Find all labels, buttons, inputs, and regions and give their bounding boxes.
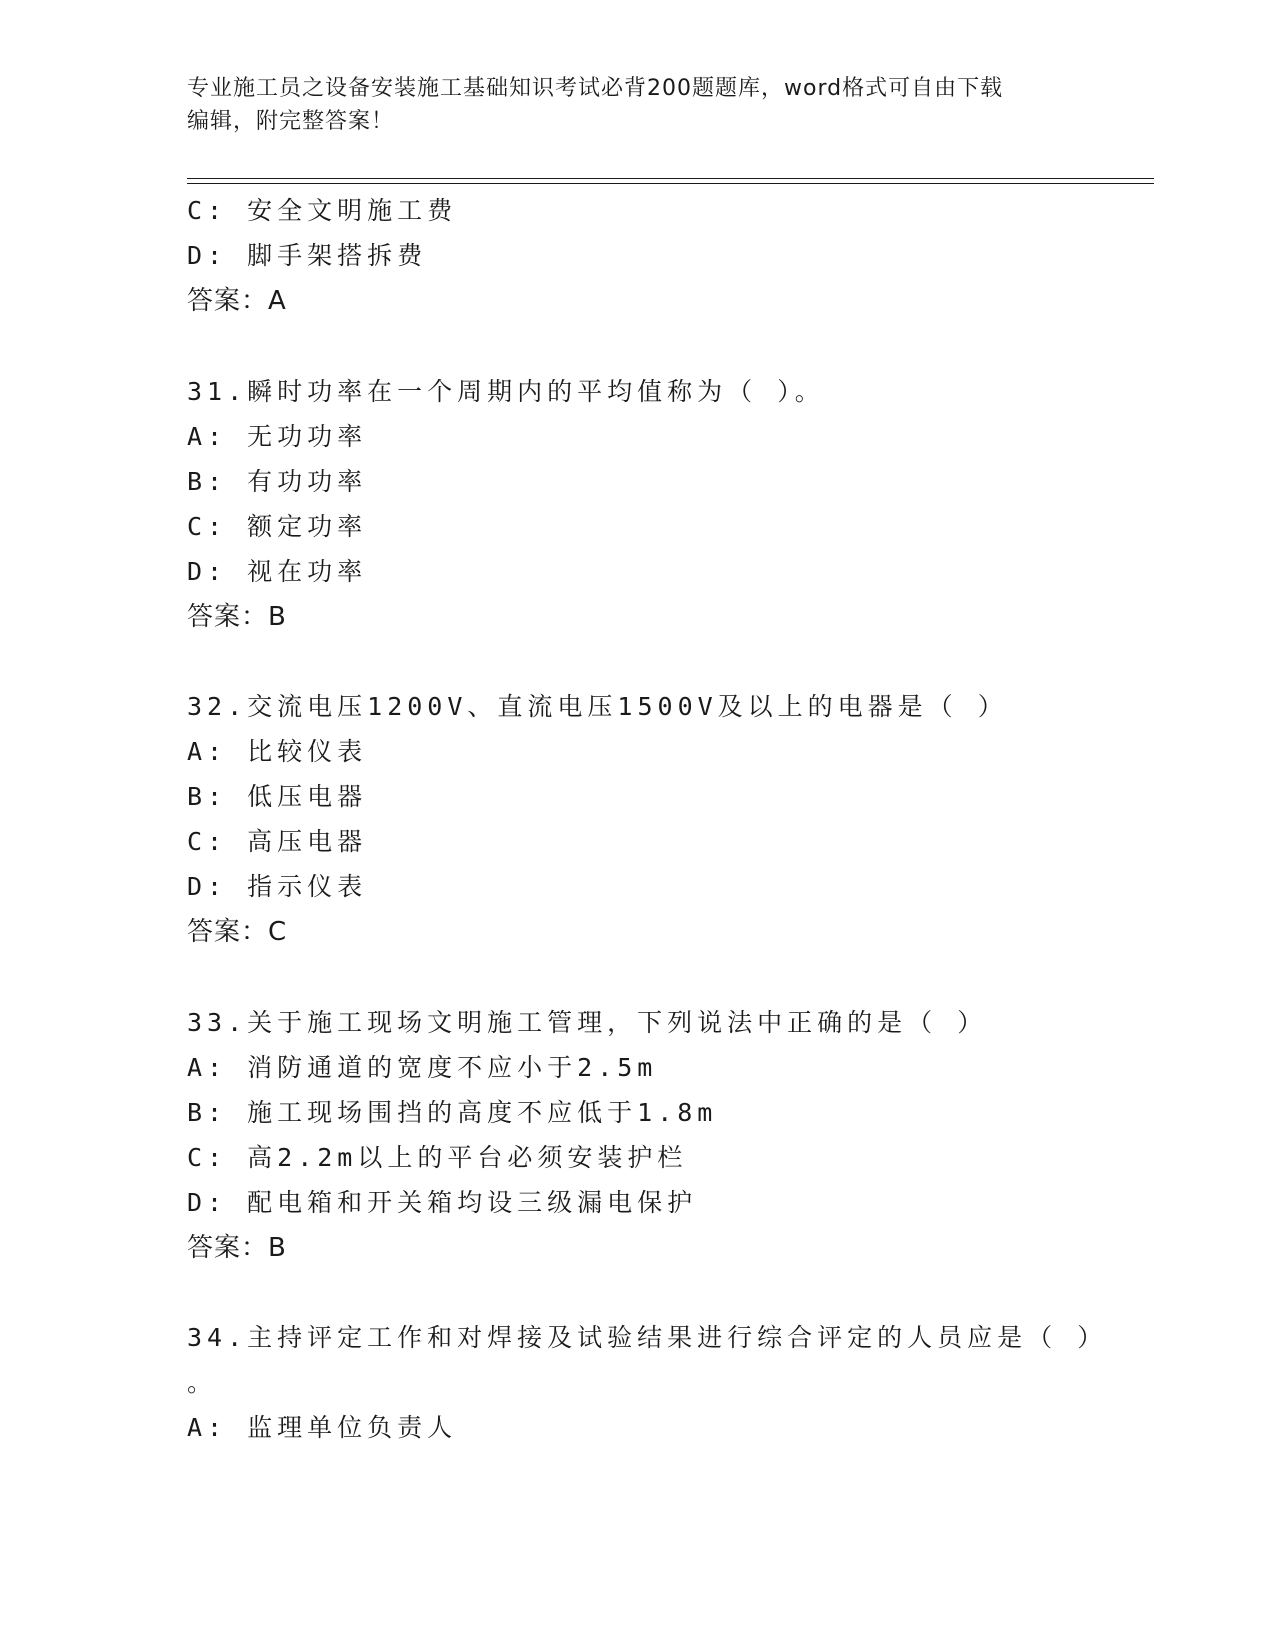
q33-option-d: D: 配电箱和开关箱均设三级漏电保护 bbox=[187, 1188, 698, 1217]
q31-answer: 答案：B bbox=[187, 602, 287, 632]
q31-option-c: C: 额定功率 bbox=[187, 512, 368, 541]
header-line-2: 编辑，附完整答案！ bbox=[187, 109, 395, 134]
q34-question-continuation: 。 bbox=[187, 1368, 218, 1397]
q32-option-a: A: 比较仪表 bbox=[187, 737, 368, 766]
q30-option-c: C: 安全文明施工费 bbox=[187, 196, 458, 225]
q32-answer: 答案：C bbox=[187, 917, 288, 947]
q32-option-d: D: 指示仪表 bbox=[187, 872, 368, 901]
header-line-1: 专业施工员之设备安装施工基础知识考试必背200题题库，word格式可自由下载 bbox=[187, 76, 1004, 101]
q31-option-a: A: 无功功率 bbox=[187, 422, 368, 451]
q32-question: 32.交流电压1200V、直流电压1500V及以上的电器是（ ） bbox=[187, 692, 1008, 721]
q31-option-d: D: 视在功率 bbox=[187, 557, 368, 586]
q31-question: 31.瞬时功率在一个周期内的平均值称为（ ）。 bbox=[187, 377, 825, 406]
q33-answer: 答案：B bbox=[187, 1233, 287, 1263]
q31-option-b: B: 有功功率 bbox=[187, 467, 368, 496]
q32-option-c: C: 高压电器 bbox=[187, 827, 368, 856]
q32-option-b: B: 低压电器 bbox=[187, 782, 368, 811]
q30-answer: 答案：A bbox=[187, 286, 287, 316]
q34-question: 34.主持评定工作和对焊接及试验结果进行综合评定的人员应是（ ） bbox=[187, 1323, 1108, 1352]
q33-option-a: A: 消防通道的宽度不应小于2.5m bbox=[187, 1053, 658, 1082]
header-rule-bottom bbox=[187, 183, 1154, 184]
document-header bbox=[187, 72, 1087, 138]
q33-option-b: B: 施工现场围挡的高度不应低于1.8m bbox=[187, 1098, 718, 1127]
q34-option-a: A: 监理单位负责人 bbox=[187, 1413, 458, 1442]
header-rule-top bbox=[187, 178, 1154, 179]
q30-option-d: D: 脚手架搭拆费 bbox=[187, 241, 428, 270]
q33-option-c: C: 高2.2m以上的平台必须安装护栏 bbox=[187, 1143, 688, 1172]
q33-question: 33.关于施工现场文明施工管理，下列说法中正确的是（ ） bbox=[187, 1008, 988, 1037]
